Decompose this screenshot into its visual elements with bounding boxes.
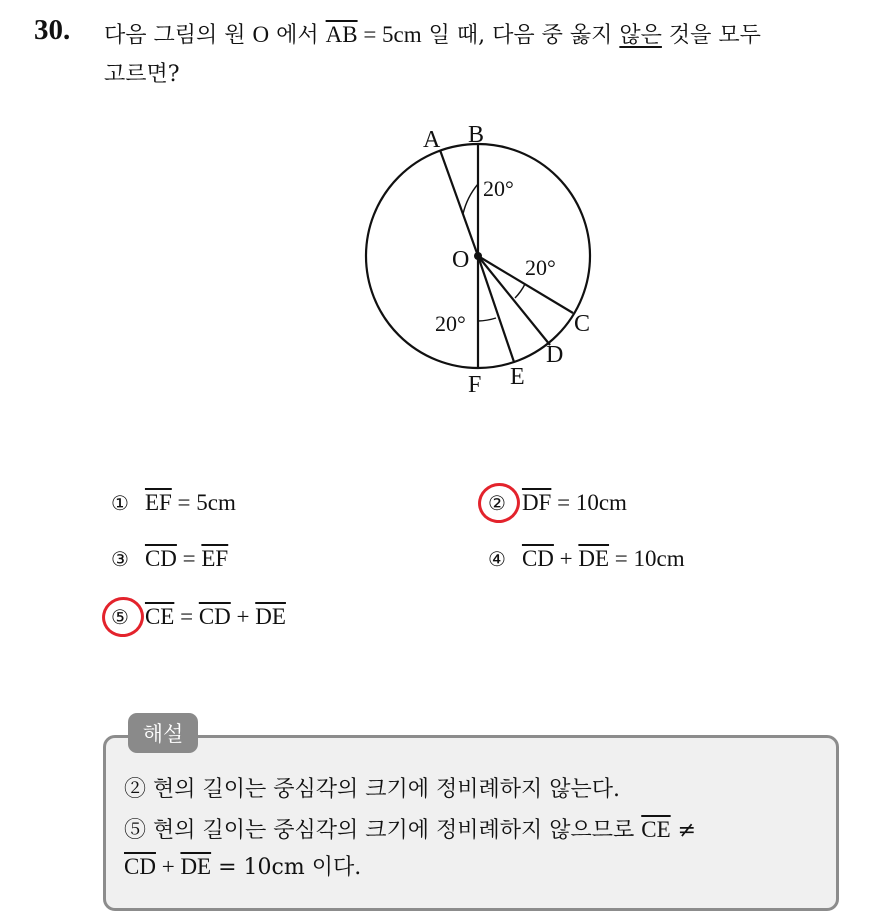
underlined-word: 않은 xyxy=(619,23,662,48)
option-3[interactable] xyxy=(111,546,228,572)
option-segment: $\overline{EF}$ xyxy=(201,546,229,571)
label-angle-top: 20° xyxy=(483,176,514,201)
label-e: E xyxy=(510,364,525,390)
option-segment: $\overline{CD}$ xyxy=(521,546,554,571)
option-text: = 10cm xyxy=(609,546,685,571)
option-number: ① xyxy=(111,491,129,515)
question-text-part: 다음 그림의 원 xyxy=(104,23,253,48)
label-a: A xyxy=(423,127,441,153)
option-1[interactable] xyxy=(111,490,236,516)
angle-arc-right xyxy=(515,284,525,298)
explanation-segment: $\overline{CD}$ xyxy=(124,854,156,879)
explanation-segment: $\overline{DE}$ xyxy=(180,854,212,879)
radius-oe xyxy=(478,256,514,362)
option-text: + xyxy=(553,546,579,571)
option-text: = 5cm xyxy=(171,490,236,515)
option-text: = xyxy=(174,604,199,629)
option-number: ④ xyxy=(488,547,506,571)
explanation-text: ⑤ 현의 길이는 중심각의 크기에 정비례하지 않으므로 xyxy=(124,818,642,843)
option-4[interactable] xyxy=(488,546,685,572)
explanation-tag: 해설 xyxy=(128,713,198,753)
circle-figure xyxy=(355,112,605,407)
question-text-line1 xyxy=(104,18,761,49)
label-angle-bottom: 20° xyxy=(435,311,466,336)
explanation-text: + xyxy=(155,854,181,879)
option-segment: $\overline{DF}$ xyxy=(521,490,552,515)
option-segment: $\overline{CE}$ xyxy=(144,604,175,629)
option-2[interactable] xyxy=(488,490,627,516)
option-segment: $\overline{DE}$ xyxy=(578,546,610,571)
segment-ab: $\overline{AB}$ xyxy=(325,22,358,47)
explanation-text: ≠ xyxy=(670,818,697,843)
option-number: ③ xyxy=(111,547,129,571)
option-text: = 10cm xyxy=(551,490,627,515)
explanation-segment: $\overline{CE}$ xyxy=(641,817,671,842)
explanation-text: = 10cm 이다. xyxy=(211,855,362,880)
label-f: F xyxy=(468,372,482,398)
option-number: ⑤ xyxy=(111,605,129,629)
option-segment: $\overline{CD}$ xyxy=(198,604,231,629)
explanation-line1: ② 현의 길이는 중심각의 크기에 정비례하지 않는다. xyxy=(124,777,620,802)
label-angle-right: 20° xyxy=(525,255,556,280)
option-text: = xyxy=(176,546,202,571)
question-text-line2: 고르면? xyxy=(104,62,180,87)
question-text-part: 일 때, 다음 중 옳지 xyxy=(421,23,620,48)
option-segment: $\overline{EF}$ xyxy=(144,490,172,515)
angle-arc-bottom xyxy=(478,318,496,321)
option-5[interactable] xyxy=(111,604,286,630)
question-number: 30. xyxy=(34,14,71,46)
question-text-part: 것을 모두 xyxy=(661,23,761,48)
label-b: B xyxy=(468,122,485,148)
radius-oa xyxy=(440,150,478,256)
circle-name: O xyxy=(252,22,270,47)
center-point xyxy=(474,252,482,260)
label-d: D xyxy=(546,342,564,368)
angle-arc-top xyxy=(463,184,478,214)
option-segment: $\overline{DE}$ xyxy=(255,604,286,629)
label-c: C xyxy=(574,311,591,337)
explanation-line2 xyxy=(124,813,696,844)
explanation-line3 xyxy=(124,850,361,881)
question-text-part: 에서 xyxy=(269,23,326,48)
option-segment: $\overline{CD}$ xyxy=(144,546,177,571)
option-number: ② xyxy=(488,491,506,515)
label-o: O xyxy=(452,247,470,273)
segment-length: = 5cm xyxy=(357,22,422,47)
option-text: + xyxy=(230,604,256,629)
